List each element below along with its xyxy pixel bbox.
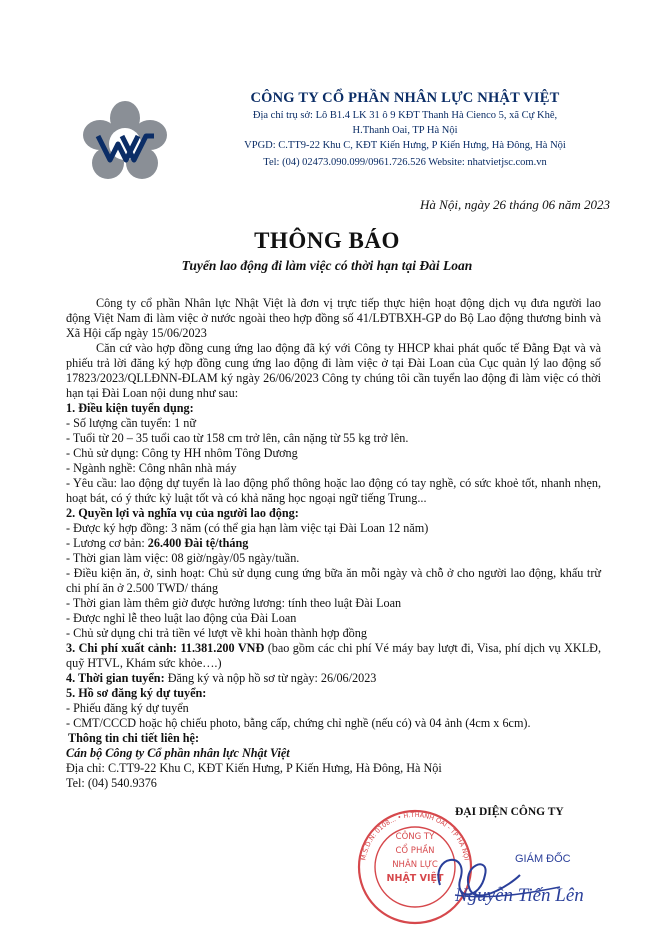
salary-value: 26.400 Đài tệ/tháng [147,536,249,550]
salary-label: - Lương cơ bản: [66,536,148,550]
list-item: - Yêu cầu: lao động dự tuyển là lao động phổ thông hoặc lao động có tay nghề, có sức khoẻ tốt, nhanh nhẹn, hoạt bát, có ý thức kỷ luật tốt và có khả năng học ngoại ngữ tiếng Trung... [66,476,601,505]
section4-heading: 4. Thời gian tuyển: [66,671,165,685]
section4 [66,671,601,686]
section2-heading: 2. Quyền lợi và nghĩa vụ của người lao động: [66,506,299,520]
contact-heading: Thông tin chi tiết liên hệ: [68,731,200,745]
stamp-line: NHẬT VIỆT [386,873,444,884]
director-name: Nguyễn Tiến Lên [455,885,584,906]
contact-tel: Tel: (04) 540.9376 [66,776,157,790]
list-item: - Phiếu đăng ký dự tuyển [66,701,189,715]
list-item: - Thời gian làm việc: 08 giờ/ngày/05 ngày/tuần. [66,551,300,565]
section5-heading: 5. Hồ sơ đăng ký dự tuyển: [66,686,207,700]
salary-line [66,536,601,551]
section3-detail: (bao gồm các chi phí Vé máy bay lượt đi, Visa, phí dịch vụ XKLĐ, quỹ HTVL, Khám sức khỏe….) [66,641,601,670]
list-item: - Tuổi từ 20 – 35 tuổi cao từ 158 cm trở lên, cân nặng từ 55 kg trở lên. [66,431,409,445]
document-date: Hà Nội, ngày 26 tháng 06 năm 2023 [420,197,610,212]
company-vpgd: VPGD: C.TT9-22 Khu C, KĐT Kiến Hưng, P Kiến Hưng, Hà Đông, Hà Nội [244,140,566,151]
document-title: THÔNG BÁO [254,228,400,253]
company-logo [70,100,180,190]
document-body [66,296,601,791]
stamp-line: NHÂN LỰC [392,860,438,870]
section3-heading: 3. Chi phí xuất cảnh: 11.381.200 VNĐ [66,641,265,655]
company-contact: Tel: (04) 02473.090.099/0961.726.526 Website: nhatvietjsc.com.vn [263,157,547,168]
list-item: - Thời gian làm thêm giờ được hưởng lương: tính theo luật Đài Loan [66,596,402,610]
contact-address: Địa chỉ: C.TT9-22 Khu C, KĐT Kiến Hưng, P Kiến Hưng, Hà Đông, Hà Nội [66,761,442,775]
list-item: - Ngành nghề: Công nhân nhà máy [66,461,237,475]
section4-detail: Đăng ký và nộp hồ sơ từ ngày: 26/06/2023 [164,671,377,685]
list-item: - Chủ sử dụng chi trả tiền vé lượt về khi hoàn thành hợp đồng [66,626,367,640]
list-item: - Được nghỉ lễ theo luật lao động của Đài Loan [66,611,297,625]
company-address-line1: Địa chỉ trụ sở: Lô B1.4 LK 31 ô 9 KĐT Thanh Hà Cienco 5, xã Cự Khê, [252,110,558,121]
stamp-line: CỔ PHẦN [395,846,435,856]
stamp-ring-text: M.S.D.N: 0108... • H.THANH OAI - TP HÀ NỘI [359,810,471,862]
representative-label: ĐẠI DIỆN CÔNG TY [455,806,564,818]
section3 [66,641,601,671]
company-name: CÔNG TY CỔ PHẦN NHÂN LỰC NHẬT VIỆT [250,90,560,106]
list-item: - Số lượng cần tuyển: 1 nữ [66,416,197,430]
section1-heading: 1. Điều kiện tuyển dụng: [66,401,194,415]
intro-paragraph-2: Căn cứ vào hợp đồng cung ứng lao động đã ký với Công ty HHCP khai phát quốc tế Đằng Đạt và và phiếu trả lời đăng ký hợp đồng cung ứng lao động đi làm việc ở tại Đài Loan của Cục quản lý lao động số 17823/2023/QLLĐNN-ĐLAM ký ngày 26/06/2023 Công ty chúng tôi cần tuyển lao động đi làm việc có thời hạn tại Đài Loan nội dung như sau: [66,341,601,400]
director-position: GIÁM ĐỐC [515,853,571,865]
list-item: - CMT/CCCD hoặc hộ chiếu photo, bằng cấp, chứng chỉ nghề (nếu có) và 04 ảnh (4cm x 6cm). [66,716,531,730]
stamp-line: CÔNG TY [395,832,435,842]
intro-paragraph-1: Công ty cổ phần Nhân lực Nhật Việt là đơn vị trực tiếp thực hiện hoạt động dịch vụ đưa người lao động Việt Nam đi làm việc ở nước ngoài theo hợp đồng số 41/LĐTBXH-GP do Bộ Lao động thương binh và Xã Hội cấp ngày 15/06/2023 [66,296,601,340]
company-address-line2: H.Thanh Oai, TP Hà Nội [352,125,458,136]
list-item: - Điều kiện ăn, ở, sinh hoạt: Chủ sử dụng cung ứng bữa ăn mỗi ngày và chỗ ở cho người lao động, khấu trừ chi phí ăn ở 2.500 TWD/ tháng [66,566,601,595]
document-subtitle: Tuyển lao động đi làm việc có thời hạn tại Đài Loan [181,258,473,273]
list-item: - Chủ sử dụng: Công ty HH nhôm Tông Dương [66,446,298,460]
list-item: - Được ký hợp đồng: 3 năm (có thể gia hạn làm việc tại Đài Loan 12 năm) [66,521,429,535]
contact-officer: Cán bộ Công ty Cổ phần nhân lực Nhật Việt [66,746,290,760]
